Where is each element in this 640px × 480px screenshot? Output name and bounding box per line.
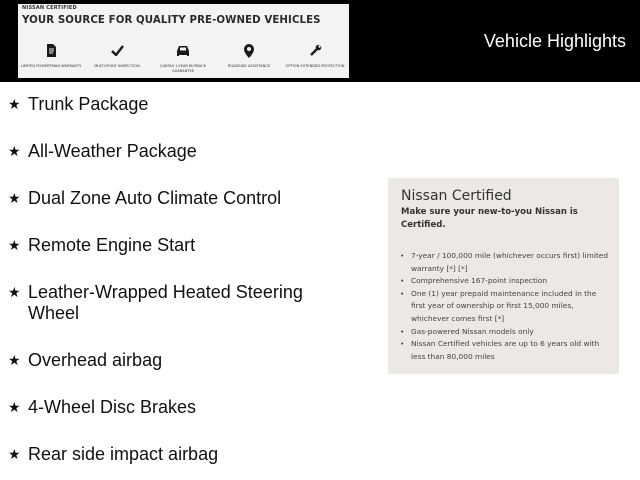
star-icon: ★ [8,237,21,253]
benefit-text: Nissan Certified vehicles are up to 6 years old with less than 80,000 miles [411,339,600,361]
highlight-label: All-Weather Package [28,141,197,161]
star-icon: ★ [8,399,21,415]
star-icon: ★ [8,143,21,159]
highlight-label: Overhead airbag [28,350,163,370]
feature-inspection [84,42,150,69]
feature-label: LIMITED POWERTRAIN WARRANTY [20,64,82,68]
star-icon: ★ [8,352,21,368]
feature-protection [282,42,348,69]
feature-label: MULTI-POINT INSPECTION [94,64,140,68]
list-item: • One (1) year prepaid maintenance included in the first year of ownership or first 15,000 miles, whichever comes first [*] [400,288,597,323]
card-benefits-list [399,250,611,363]
list-item [8,350,328,371]
nissan-certified-card [388,178,619,374]
banner-brand-label: NISSAN CERTIFIED [22,5,77,11]
location-pin-icon [216,42,282,58]
feature-label: OPTION EXTENDED PROTECTION [285,64,345,68]
star-icon: ★ [8,190,21,206]
list-item [8,282,328,324]
feature-label: ROADSIDE ASSISTANCE [227,64,271,68]
highlights-list [8,94,328,465]
card-subtitle: Make sure your new-to-you Nissan is Certified. [401,207,578,230]
star-icon: ★ [8,284,21,300]
list-item: • 7-year / 100,000 mile (whichever occurs first) limited warranty [*] [*] [400,251,609,273]
benefit-text: One (1) year prepaid maintenance included in the first year of ownership or first 15,000 miles, whichever comes first [*] [411,288,597,323]
highlight-label: Rear side impact airbag [28,444,219,464]
list-item: • Gas-powered Nissan models only [400,326,534,336]
list-item [8,188,328,209]
benefit-text: Comprehensive 167-point inspection [411,276,548,286]
highlight-label: Dual Zone Auto Climate Control [28,188,282,208]
highlight-label: Remote Engine Start [28,235,196,255]
list-item [8,235,328,256]
feature-carfax [150,42,216,74]
wrench-icon [282,42,348,58]
list-item: • Nissan Certified vehicles are up to 6 years old with less than 80,000 miles [400,339,600,361]
star-icon: ★ [8,446,21,462]
list-item: • Comprehensive 167-point inspection [400,276,548,286]
list-item [8,141,328,162]
list-item [8,444,328,465]
certified-banner[interactable] [18,4,349,78]
benefit-text: 7-year / 100,000 mile (whichever occurs first) limited warranty [*] [*] [411,251,609,273]
star-icon: ★ [8,96,21,112]
banner-title: YOUR SOURCE FOR QUALITY PRE-OWNED VEHICLES [22,15,321,26]
card-title: Nissan Certified [401,188,512,204]
highlight-label: Leather-Wrapped Heated Steering Wheel [28,282,303,323]
list-item [8,94,328,115]
car-icon [150,42,216,58]
list-item [8,397,328,418]
checkmark-icon [84,42,150,58]
benefit-text: Gas-powered Nissan models only [411,326,534,336]
page-title: Vehicle Highlights [483,31,626,51]
feature-label: CARFAX 1-YEAR BUYBACK GUARANTEE [159,64,206,73]
header-bar [0,0,640,82]
highlight-label: 4-Wheel Disc Brakes [28,397,197,417]
highlight-label: Trunk Package [28,94,149,114]
feature-warranty [18,42,84,69]
feature-roadside [216,42,282,69]
document-icon [18,42,84,58]
